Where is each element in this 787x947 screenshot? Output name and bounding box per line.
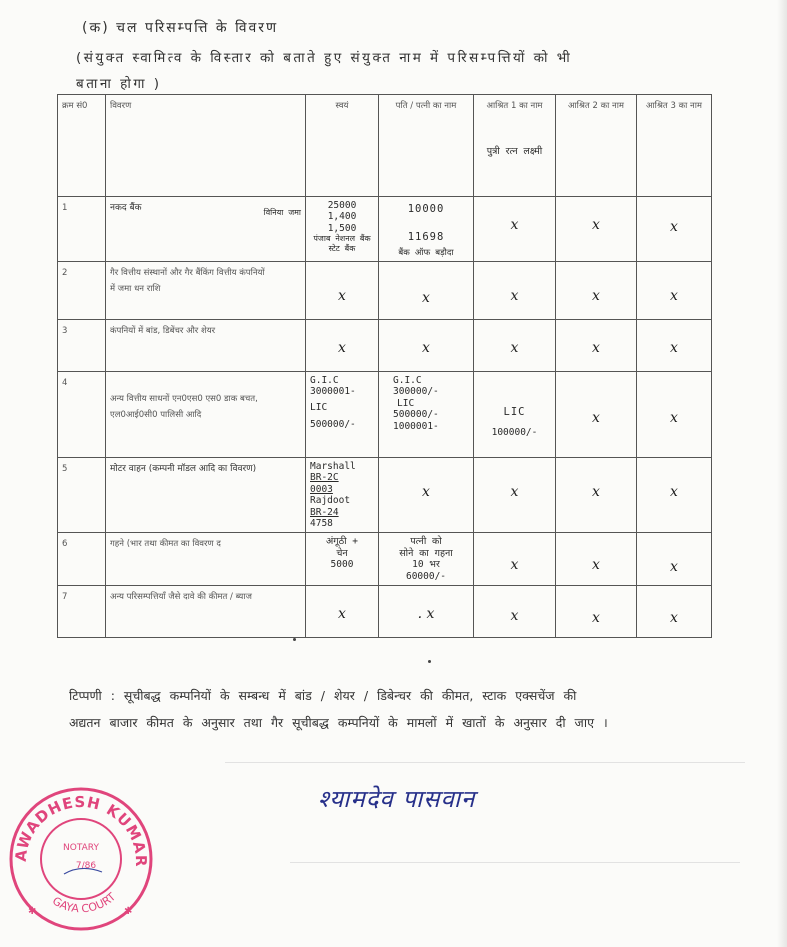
row-description xyxy=(106,458,306,533)
dependent-value: 100000/- xyxy=(491,427,538,438)
cross-mark: x xyxy=(670,484,678,501)
cross-mark: x xyxy=(592,410,600,427)
stamp-notary-text: NOTARY xyxy=(63,843,99,853)
row-dependent-1 xyxy=(474,533,556,586)
row-dependent-2 xyxy=(556,197,637,262)
header-description: विवरण xyxy=(106,95,306,197)
self-value: Marshall xyxy=(310,461,356,473)
row-dependent-2 xyxy=(556,372,637,458)
row-dependent-1 xyxy=(474,262,556,320)
cross-mark: x xyxy=(592,288,600,305)
table-row xyxy=(58,320,712,372)
row-serial: 5 xyxy=(58,458,106,533)
spouse-value: 10000 xyxy=(407,203,445,215)
row-spouse xyxy=(379,197,474,262)
row-serial: 1 xyxy=(58,197,106,262)
row-self xyxy=(306,458,379,533)
row-self xyxy=(306,320,379,372)
subheading-line-1: (संयुक्त स्वामित्व के विस्तार को बताते हुए संयुक्त नाम में परिसम्पत्तियों को भी xyxy=(76,50,573,66)
footnote-line-2: अद्यतन बाजार कीमत के अनुसार तथा गैर सूचीबद्ध कम्पनियों के मामलों में खातों के अनुसार दी जाए । xyxy=(69,715,608,730)
self-value: पंजाब नेशनल बैंक xyxy=(313,234,371,244)
cross-mark: x xyxy=(670,609,678,626)
row-spouse xyxy=(379,262,474,320)
signature: श्यामदेव पासवान xyxy=(318,785,476,813)
cross-mark: x xyxy=(592,217,600,233)
row-description xyxy=(106,262,306,320)
page-edge xyxy=(777,0,787,947)
row-dependent-2 xyxy=(556,262,637,320)
self-value: G.I.C xyxy=(310,375,339,387)
subheading-line-2: बताना होगा ) xyxy=(76,76,162,92)
cross-mark: x xyxy=(422,484,430,501)
speck xyxy=(428,660,431,663)
cross-mark: x xyxy=(338,288,346,305)
self-value: 500000/- xyxy=(310,419,356,431)
table-row xyxy=(58,372,712,458)
row-dependent-2 xyxy=(556,458,637,533)
footnote-line-1: टिप्पणी : सूचीबद्ध कम्पनियों के सम्बन्ध में बांड / शेयर / डिबेन्चर की कीमत, स्टाक एक्सचेंज की xyxy=(69,688,577,703)
self-value: चेन xyxy=(336,547,348,559)
row-spouse xyxy=(379,458,474,533)
cross-mark: x xyxy=(592,609,600,626)
row-dependent-2 xyxy=(556,533,637,586)
self-value: LIC xyxy=(310,401,328,413)
cross-mark: x xyxy=(338,605,346,622)
spouse-value: 60000/- xyxy=(405,570,447,582)
self-value: BR-24 xyxy=(310,506,339,518)
header-serial: क्रम सं0 xyxy=(58,95,106,197)
row-spouse xyxy=(379,533,474,586)
cross-mark: x xyxy=(510,607,519,624)
row-spouse xyxy=(379,320,474,372)
header-dependent-1-label: आश्रित 1 का नाम xyxy=(486,101,543,111)
row-dependent-1 xyxy=(474,458,556,533)
row-dependent-2 xyxy=(556,320,637,372)
header-dependent-1 xyxy=(474,95,556,197)
spouse-value: सोने का गहना xyxy=(399,547,453,559)
header-spouse: पति / पत्नी का नाम xyxy=(379,95,474,197)
stamp-inner-ring xyxy=(41,819,121,899)
self-value: अंगूठी + xyxy=(325,536,359,548)
spouse-value: 500000/- xyxy=(393,409,439,421)
row-serial: 6 xyxy=(58,533,106,586)
cross-mark: x xyxy=(510,288,519,305)
speck xyxy=(293,638,296,641)
row-self xyxy=(306,585,379,637)
header-self: स्वयं xyxy=(306,95,379,197)
spouse-value: बैंक ऑफ बड़ौदा xyxy=(398,247,454,258)
row-self xyxy=(306,372,379,458)
table-row xyxy=(58,197,712,262)
spouse-value: 300000/- xyxy=(393,386,439,398)
self-value: स्टेट बैंक xyxy=(328,243,356,253)
row-self xyxy=(306,197,379,262)
table-row xyxy=(58,533,712,586)
cross-mark: x xyxy=(510,484,519,501)
cross-mark: x xyxy=(670,410,678,427)
row-dependent-1 xyxy=(474,372,556,458)
row-description-text: मोटर वाहन (कम्पनी मॉडल आदि का विवरण) xyxy=(110,464,257,475)
cross-mark: x xyxy=(592,557,600,574)
row-self xyxy=(306,533,379,586)
row-serial: 4 xyxy=(58,372,106,458)
notary-stamp xyxy=(6,784,156,934)
row-self xyxy=(306,262,379,320)
faint-rule xyxy=(225,762,745,763)
row-description-text: कंपनियों में बांड, डिबेंचर और शेयर xyxy=(110,326,216,337)
spouse-value: LIC xyxy=(397,397,415,409)
self-value: 5000 xyxy=(330,559,354,571)
row-spouse xyxy=(379,372,474,458)
table-row xyxy=(58,585,712,637)
star-icon: ✱ xyxy=(124,906,133,917)
cross-mark: x xyxy=(670,559,678,576)
star-icon: ✱ xyxy=(28,906,37,917)
stamp-bottom-text: GAYA COURT xyxy=(50,890,119,916)
row-description xyxy=(106,320,306,372)
cross-mark: x xyxy=(510,557,519,574)
self-value: BR-2C xyxy=(310,472,339,484)
row-dependent-3 xyxy=(637,585,712,637)
row-description-note: विनिया जमा xyxy=(263,208,301,217)
cross-mark: x xyxy=(510,217,519,233)
row-dependent-3 xyxy=(637,320,712,372)
table-header-row xyxy=(58,95,712,197)
footnote xyxy=(69,682,759,736)
header-dependent-2: आश्रित 2 का नाम xyxy=(556,95,637,197)
self-value: 0003 xyxy=(310,483,333,495)
row-dependent-3 xyxy=(637,533,712,586)
spouse-value: 10 भर xyxy=(412,559,440,571)
row-dependent-3 xyxy=(637,197,712,262)
stamp-reg-text: 7/86 xyxy=(75,861,97,871)
row-dependent-1 xyxy=(474,197,556,262)
spouse-value: पत्नी को xyxy=(410,536,442,548)
row-dependent-1 xyxy=(474,585,556,637)
cross-mark: x xyxy=(592,484,600,501)
self-value: 3000001- xyxy=(310,386,356,398)
row-dependent-3 xyxy=(637,372,712,458)
self-value: 1,500 xyxy=(327,222,357,234)
row-serial: 7 xyxy=(58,585,106,637)
self-value: 1,400 xyxy=(327,211,357,223)
cross-mark: x xyxy=(422,340,430,357)
row-description xyxy=(106,533,306,586)
movable-assets-table xyxy=(57,94,712,638)
faint-rule xyxy=(290,862,740,863)
cross-mark: . x xyxy=(417,605,435,622)
header-dependent-1-note: पुत्री रत्न लक्ष्मी xyxy=(486,146,543,158)
spouse-value: 11698 xyxy=(407,230,445,243)
row-description-text: नकद बैंक xyxy=(110,203,142,213)
cross-mark: x xyxy=(670,340,678,357)
table-row xyxy=(58,262,712,320)
row-spouse xyxy=(379,585,474,637)
cross-mark: x xyxy=(592,340,600,357)
row-description xyxy=(106,197,306,262)
self-value: 4758 xyxy=(310,518,333,530)
row-description-text: गैर वित्तीय संस्थानों और गैर बैंकिंग वित्तीय कंपनियों में जमा धन राशि xyxy=(110,268,265,295)
cross-mark: x xyxy=(510,340,519,357)
self-value: Rajdoot xyxy=(310,495,351,507)
cross-mark: x xyxy=(338,340,346,357)
row-description-text: अन्य वित्तीय साधनों एन0एस0 एस0 डाक बचत, एल0आई0सी0 पालिसी आदि xyxy=(110,394,258,421)
row-dependent-3 xyxy=(637,262,712,320)
dependent-value: LIC xyxy=(503,406,526,419)
self-value: 25000 xyxy=(327,200,357,211)
table-row xyxy=(58,458,712,533)
row-dependent-3 xyxy=(637,458,712,533)
stamp-outer-text: AWADHESH KUMAR xyxy=(11,792,151,868)
row-description xyxy=(106,372,306,458)
row-serial: 2 xyxy=(58,262,106,320)
row-description-text: गहने (भार तथा कीमत का विवरण द xyxy=(110,539,221,550)
section-heading: (क) चल परिसम्पत्ति के विवरण xyxy=(82,20,279,36)
row-description xyxy=(106,585,306,637)
header-dependent-3: आश्रित 3 का नाम xyxy=(637,95,712,197)
spouse-value: 1000001- xyxy=(393,420,439,432)
spouse-value: G.I.C xyxy=(393,375,422,387)
cross-mark: x xyxy=(670,219,678,235)
row-dependent-2 xyxy=(556,585,637,637)
row-description-text: अन्य परिसम्पत्तियाँ जैसे दावे की कीमत / ब्याज xyxy=(110,591,252,602)
cross-mark: x xyxy=(670,288,678,305)
row-serial: 3 xyxy=(58,320,106,372)
row-dependent-1 xyxy=(474,320,556,372)
cross-mark: x xyxy=(422,290,430,307)
